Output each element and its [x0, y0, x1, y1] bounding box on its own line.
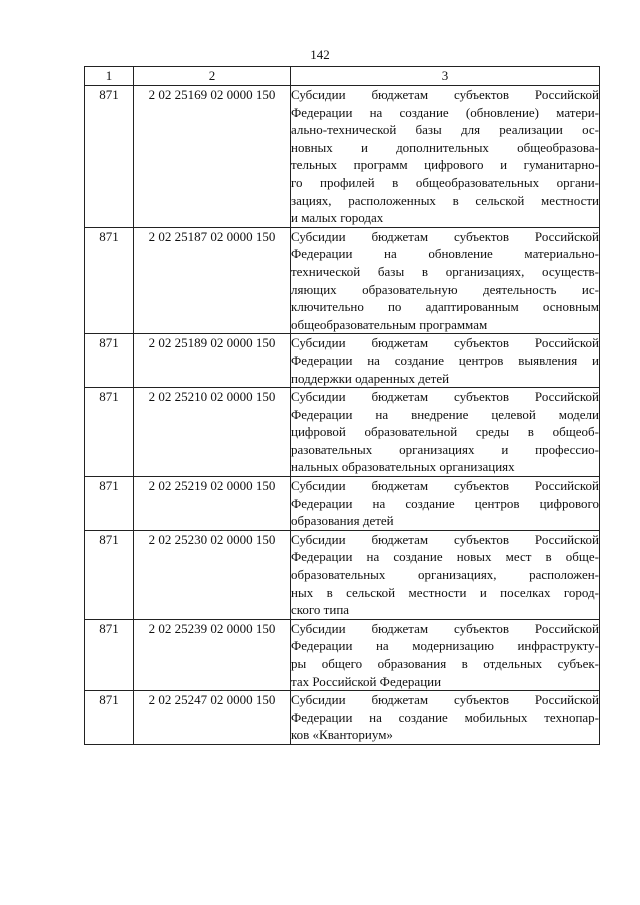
income-name-cell — [291, 619, 600, 690]
budget-classification-code-cell: 2 02 25210 02 0000 150 — [134, 388, 291, 477]
page-number: 142 — [310, 47, 330, 62]
income-name-cell — [291, 227, 600, 334]
income-name-line: го профилей в общеобразовательных органи- — [291, 174, 599, 190]
column-header-1: 1 — [85, 67, 134, 86]
budget-classification-code-cell: 2 02 25189 02 0000 150 — [134, 334, 291, 388]
table-header-row — [85, 67, 600, 86]
income-name-line: Субсидии бюджетам субъектов Российской — [291, 228, 599, 244]
income-name-cell — [291, 691, 600, 745]
income-name-line: общеобразовательным программам — [291, 316, 488, 332]
income-name-line: Субсидии бюджетам субъектов Российской — [291, 389, 599, 405]
income-name-cell — [291, 86, 600, 228]
income-name-line: Субсидии бюджетам субъектов Российской — [291, 531, 599, 547]
income-name-line: ляющих образовательную деятельность ис- — [291, 281, 599, 297]
income-name-line: Федерации на модернизацию инфраструкту- — [291, 638, 599, 654]
income-name-line: ков «Кванториум» — [291, 727, 393, 743]
income-name-line: технической базы в организациях, осуществ- — [291, 263, 599, 279]
income-name-line: ключительно по адаптированным основным — [291, 299, 599, 315]
income-name-line: Федерации на создание мобильных технопар- — [291, 709, 599, 725]
admin-code-cell: 871 — [85, 530, 134, 619]
budget-codes-table — [84, 66, 600, 745]
income-name-line: Субсидии бюджетам субъектов Российской — [291, 692, 599, 708]
income-name-line: Субсидии бюджетам субъектов Российской — [291, 335, 599, 351]
table-row — [85, 227, 600, 334]
table-row — [85, 388, 600, 477]
admin-code-cell: 871 — [85, 691, 134, 745]
income-name-line: ского типа — [291, 602, 350, 618]
income-name-line: Субсидии бюджетам субъектов Российской — [291, 620, 599, 636]
income-name-line: Федерации на создание центров выявления и — [291, 352, 599, 368]
admin-code-cell: 871 — [85, 619, 134, 690]
income-name-line: Субсидии бюджетам субъектов Российской — [291, 87, 599, 102]
income-name-line: ры общего образования в отдельных субъек- — [291, 656, 599, 671]
admin-code-cell: 871 — [85, 477, 134, 531]
income-name-line: Федерации на создание новых мест в обще- — [291, 549, 599, 565]
income-name-line: тах Российской Федерации — [291, 673, 442, 689]
budget-classification-code-cell: 2 02 25247 02 0000 150 — [134, 691, 291, 745]
income-name-line: тельных программ цифрового и гуманитарно- — [291, 157, 599, 173]
budget-classification-code-cell: 2 02 25187 02 0000 150 — [134, 227, 291, 334]
income-name-cell — [291, 530, 600, 619]
budget-classification-code-cell: 2 02 25169 02 0000 150 — [134, 86, 291, 228]
income-name-line: образования детей — [291, 513, 394, 529]
income-name-line: образовательных организациях, расположен- — [291, 567, 599, 583]
table-row — [85, 334, 600, 388]
table-row — [85, 530, 600, 619]
income-name-line: Федерации на создание центров цифрового — [291, 495, 599, 511]
table-row — [85, 619, 600, 690]
income-name-cell — [291, 388, 600, 477]
table-row — [85, 477, 600, 531]
income-name-cell — [291, 334, 600, 388]
income-name-line: и малых городах — [291, 210, 384, 226]
income-name-line: поддержки одаренных детей — [291, 370, 450, 386]
budget-classification-code-cell: 2 02 25230 02 0000 150 — [134, 530, 291, 619]
admin-code-cell: 871 — [85, 86, 134, 228]
column-header-3: 3 — [291, 67, 600, 86]
admin-code-cell: 871 — [85, 227, 134, 334]
income-name-line: Федерации на внедрение целевой модели — [291, 406, 599, 422]
income-name-line: зациях, расположенных в сельской местности — [291, 192, 599, 208]
income-name-line: Федерации на обновление материально- — [291, 246, 599, 262]
table-body — [85, 86, 600, 745]
income-name-line: ально-технической базы для реализации ос- — [291, 122, 599, 138]
income-name-cell — [291, 477, 600, 531]
table-row — [85, 86, 600, 228]
budget-classification-code-cell: 2 02 25219 02 0000 150 — [134, 477, 291, 531]
admin-code-cell: 871 — [85, 334, 134, 388]
table-row — [85, 691, 600, 745]
income-name-line: нальных образовательных организациях — [291, 459, 515, 475]
income-name-line: ных в сельской местности и поселках город- — [291, 584, 599, 600]
income-name-line: Федерации на создание (обновление) матери- — [291, 104, 599, 120]
income-name-line: разовательных организациях и профессио- — [291, 441, 599, 457]
income-name-line: цифровой образовательной среды в общеоб- — [291, 424, 599, 440]
income-name-line: новных и дополнительных общеобразова- — [291, 139, 599, 155]
admin-code-cell: 871 — [85, 388, 134, 477]
column-header-2: 2 — [134, 67, 291, 86]
budget-classification-code-cell: 2 02 25239 02 0000 150 — [134, 619, 291, 690]
income-name-line: Субсидии бюджетам субъектов Российской — [291, 478, 599, 494]
